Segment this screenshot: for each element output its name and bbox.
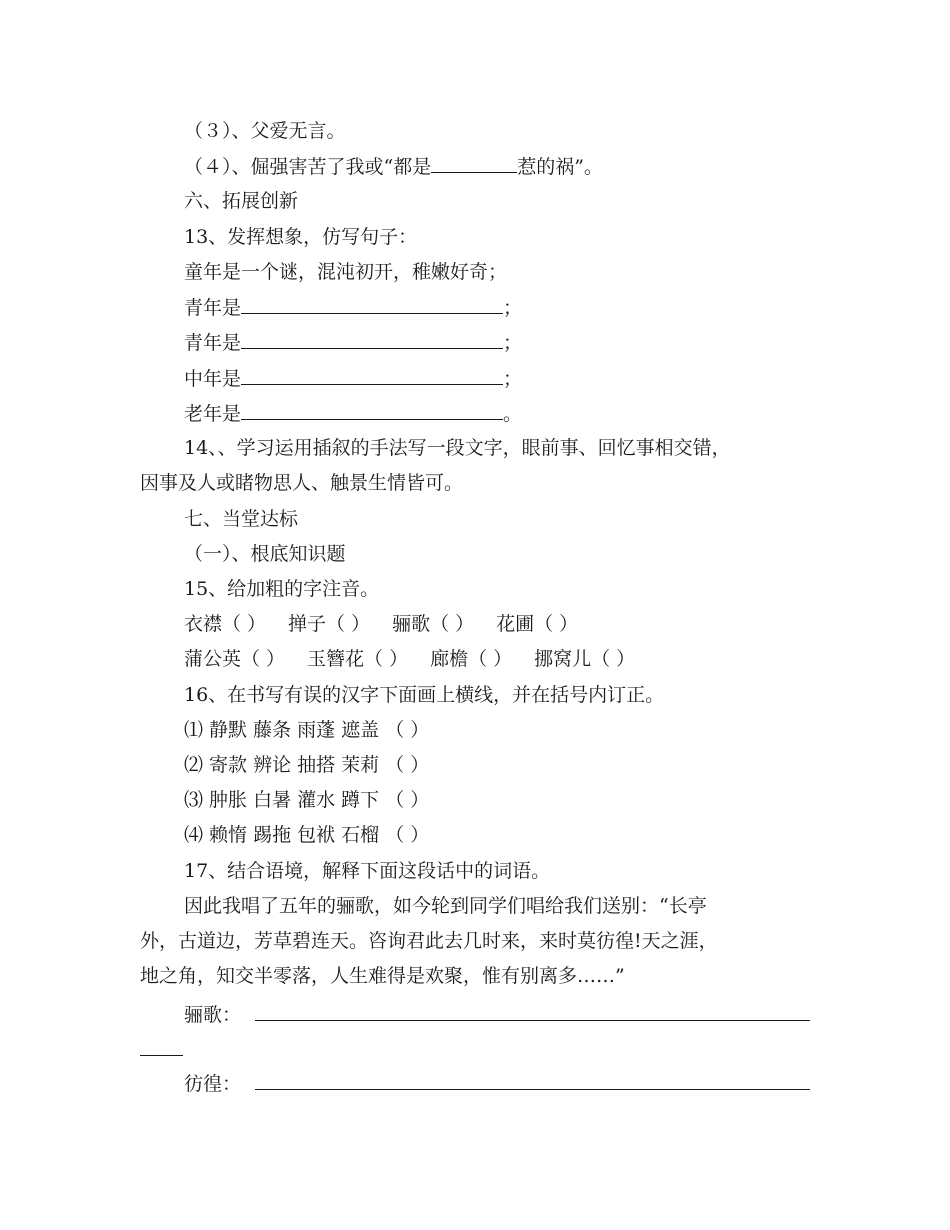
imitation-punct: ； [503,332,523,354]
imitation-prefix: 中年是 [184,368,242,390]
imitation-line-1 [184,294,522,321]
pinyin-item: 衣襟（ ） [184,613,267,635]
fill-blank[interactable] [241,365,503,385]
correction-item-4: ⑷ 赖惰 踢拖 包袱 石榴 （ ） [184,824,430,846]
imitation-prefix: 青年是 [184,297,242,319]
definition-lige [184,1001,810,1028]
pinyin-item: 花圃（ ） [496,613,579,635]
question-14: 14、、学习运用插叙的手法写一段文字，眼前事、回忆事相交错， [184,437,731,459]
answer-item-4-text: （４）、倔强害苦了我或“都是 [184,156,432,178]
passage-line-2: 外，古道边，芳草碧连天。咨询君此去几时来，来时莫彷徨!天之涯， [140,930,718,952]
imitation-line-3 [184,365,522,392]
fill-blank[interactable] [255,1070,810,1090]
passage-line-3: 地之角，知交半零落，人生难得是欢聚，惟有别离多……” [140,965,625,987]
correction-item-2: ⑵ 寄款 辨论 抽搭 茉莉 （ ） [184,754,430,776]
pinyin-item: 挪窝儿（ ） [534,648,636,670]
imitation-prefix: 老年是 [184,403,242,425]
question-14-cont: 因事及人或睹物思人、触景生情皆可。 [140,472,464,494]
pinyin-row-1 [184,611,578,637]
fill-blank[interactable] [241,400,503,420]
pinyin-item: 骊歌（ ） [392,613,475,635]
question-13: 13、发挥想象，仿写句子： [184,226,418,248]
fill-blank[interactable] [241,329,503,349]
pinyin-item: 掸子（ ） [288,613,371,635]
fill-blank[interactable] [431,153,517,173]
pinyin-item: 玉簪花（ ） [307,648,409,670]
pinyin-item: 蒲公英（ ） [184,648,286,670]
fill-blank[interactable] [255,1001,810,1021]
section-heading-6: 六、拓展创新 [184,190,299,212]
section-heading-7: 七、当堂达标 [184,508,299,530]
imitation-line-2 [184,329,522,356]
imitation-line-4 [184,400,522,427]
question-15: 15、给加粗的字注音。 [184,578,380,600]
imitation-punct: ； [503,368,523,390]
imitation-prefix: 青年是 [184,332,242,354]
answer-item-4-tail: 惹的祸”。 [517,156,603,178]
imitation-punct: 。 [503,403,523,425]
definition-panghuang [184,1070,810,1097]
pinyin-item: 廊檐（ ） [430,648,513,670]
fill-blank-continuation[interactable] [140,1055,183,1056]
question-17: 17、结合语境，解释下面这段话中的词语。 [184,860,551,882]
answer-item-4 [184,153,603,180]
correction-item-1: ⑴ 静默 藤条 雨蓬 遮盖 （ ） [184,719,430,741]
definition-label: 骊歌： [184,1004,242,1026]
passage-line-1: 因此我唱了五年的骊歌，如今轮到同学们唱给我们送别：“长亭 [184,895,707,917]
question-16: 16、在书写有误的汉字下面画上横线，并在括号内订正。 [184,684,665,706]
correction-item-3: ⑶ 肿胀 白暑 灌水 蹲下 （ ） [184,789,430,811]
subsection-heading-1: （一）、根底知识题 [184,543,346,565]
fill-blank[interactable] [241,294,503,314]
pinyin-row-2 [184,646,635,672]
example-sentence: 童年是一个谜，混沌初开，稚嫩好奇； [184,261,508,283]
imitation-punct: ； [503,297,523,319]
definition-label: 彷徨： [184,1073,242,1095]
answer-item-3: （３）、父爱无言。 [184,120,346,142]
